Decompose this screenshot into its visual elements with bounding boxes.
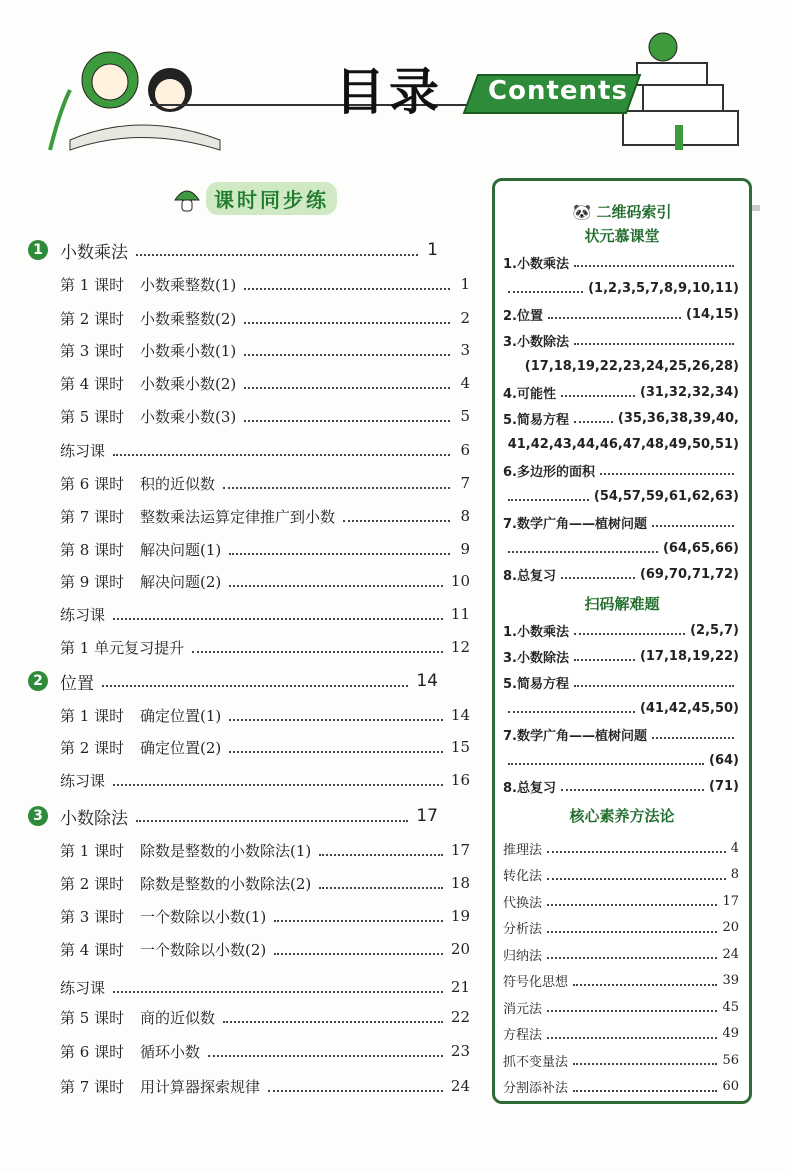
leader-dots bbox=[561, 781, 704, 791]
panel-entry[interactable] bbox=[503, 459, 739, 481]
leader-dots bbox=[229, 575, 443, 587]
panel-entry[interactable] bbox=[503, 563, 739, 585]
entry-label: 一个数除以小数(1) bbox=[140, 907, 267, 926]
leader-dots bbox=[136, 810, 408, 822]
panel-entry-label: 5.简易方程 bbox=[503, 676, 569, 692]
entry-label: 一个数除以小数(2) bbox=[140, 940, 267, 959]
panel-entry-label: 分析法 bbox=[503, 922, 543, 937]
toc-entry[interactable] bbox=[60, 471, 470, 495]
page-number: 1 bbox=[460, 275, 470, 293]
chapter-number-badge: 1 bbox=[28, 240, 48, 260]
toc-entry[interactable] bbox=[60, 438, 470, 462]
entry-label: 位置 bbox=[60, 673, 94, 694]
leader-dots bbox=[113, 608, 443, 620]
leader-dots bbox=[244, 312, 450, 324]
panel-entry-pages: (17,18,19,22) bbox=[639, 648, 739, 664]
leader-dots bbox=[547, 949, 717, 959]
panel-entry[interactable] bbox=[503, 1049, 739, 1071]
page-number: 5 bbox=[460, 407, 470, 425]
panel-entry[interactable] bbox=[503, 943, 739, 965]
panel-entry[interactable] bbox=[503, 645, 739, 667]
entry-label: 除数是整数的小数除法(1) bbox=[140, 841, 312, 860]
leader-dots bbox=[573, 976, 717, 986]
page-number: 16 bbox=[450, 771, 470, 789]
lesson-number: 第 4 课时 bbox=[60, 940, 125, 959]
panel-entry[interactable] bbox=[503, 1076, 739, 1098]
entry-label: 第 1 单元复习提升 bbox=[60, 638, 185, 657]
page-number: 11 bbox=[450, 605, 470, 623]
panel-entry-pages: (35,36,38,39,40, bbox=[617, 410, 739, 426]
panel-entry-pages: 4 bbox=[730, 840, 739, 856]
leader-dots bbox=[244, 410, 450, 422]
panel-entry-label: 推理法 bbox=[503, 842, 543, 858]
panel-entry-pages: 45 bbox=[722, 999, 739, 1015]
toc-entry[interactable] bbox=[60, 602, 470, 626]
lesson-number: 第 7 课时 bbox=[60, 507, 125, 526]
panel-group-title: 核心素养方法论 bbox=[569, 807, 675, 825]
panel-entry-label: 7.数学广角——植树问题 bbox=[503, 728, 647, 744]
page-number: 10 bbox=[450, 572, 470, 590]
panel-entry-label: 1.小数乘法 bbox=[503, 256, 569, 272]
leader-dots bbox=[561, 387, 635, 397]
panel-entry-pages: (41,42,45,50) bbox=[639, 700, 739, 716]
page-number: 9 bbox=[460, 540, 470, 558]
contents-label: Contents bbox=[488, 76, 628, 106]
leader-dots bbox=[268, 1080, 443, 1092]
leader-dots bbox=[547, 870, 726, 880]
panel-entry[interactable] bbox=[503, 251, 739, 273]
panel-entry-label: 8.总复习 bbox=[503, 780, 556, 796]
page-number: 20 bbox=[450, 940, 470, 958]
toc-entry[interactable] bbox=[60, 871, 470, 895]
panel-entry-label: 4.可能性 bbox=[503, 386, 556, 402]
panel-group-title: 扫码解难题 bbox=[584, 595, 660, 613]
leader-dots bbox=[508, 283, 583, 293]
panel-entry-pages: (64,65,66) bbox=[662, 540, 739, 556]
leader-dots bbox=[547, 843, 726, 853]
panel-entry-label: 7.数学广角——植树问题 bbox=[503, 516, 647, 532]
panel-entry-label: 转化法 bbox=[503, 869, 543, 884]
toc-entry[interactable] bbox=[60, 975, 470, 999]
entry-label: 商的近似数 bbox=[140, 1008, 216, 1027]
toc-chapter[interactable] bbox=[28, 804, 438, 828]
toc-entry[interactable] bbox=[60, 635, 470, 659]
panel-entry-pages: (1,2,3,5,7,8,9,10,11) bbox=[588, 280, 739, 296]
page-number: 21 bbox=[450, 978, 470, 996]
toc-entry[interactable] bbox=[60, 371, 470, 395]
leader-dots bbox=[573, 1055, 717, 1065]
leader-dots bbox=[574, 335, 734, 345]
leader-dots bbox=[229, 741, 443, 753]
panel-entry[interactable] bbox=[503, 671, 739, 693]
panel-entry[interactable] bbox=[503, 407, 739, 429]
lesson-number: 第 9 课时 bbox=[60, 572, 125, 591]
leader-dots bbox=[547, 896, 717, 906]
lesson-number: 第 1 课时 bbox=[60, 275, 125, 294]
entry-label: 除数是整数的小数除法(2) bbox=[140, 874, 312, 893]
leader-dots bbox=[229, 709, 443, 721]
panel-entry[interactable] bbox=[503, 749, 739, 771]
panda-icon: 🐼 bbox=[572, 203, 597, 221]
lesson-number: 第 8 课时 bbox=[60, 540, 125, 559]
panel-entry[interactable] bbox=[503, 355, 739, 377]
page-number: 2 bbox=[460, 309, 470, 327]
qr-index-panel bbox=[492, 178, 752, 1104]
leader-dots bbox=[574, 677, 734, 687]
qr-index-title-text: 二维码索引 bbox=[596, 203, 672, 221]
leader-dots bbox=[574, 257, 734, 267]
mushroom-icon bbox=[172, 184, 202, 214]
page-number: 23 bbox=[450, 1042, 470, 1060]
panel-entry-pages: (2,5,7) bbox=[690, 622, 739, 638]
leader-dots bbox=[274, 910, 443, 922]
leader-dots bbox=[547, 1029, 717, 1039]
panel-entry-pages: (71) bbox=[709, 778, 739, 794]
leader-dots bbox=[113, 774, 443, 786]
leader-dots bbox=[319, 877, 443, 889]
toc-entry[interactable] bbox=[60, 937, 470, 961]
panel-entry[interactable] bbox=[503, 277, 739, 299]
panel-entry[interactable] bbox=[503, 303, 739, 325]
entry-label: 小数乘法 bbox=[60, 242, 128, 263]
toc-entry[interactable] bbox=[60, 768, 470, 792]
leader-dots bbox=[574, 651, 635, 661]
leader-dots bbox=[573, 1082, 717, 1092]
chapter-number-badge: 3 bbox=[28, 806, 48, 826]
leader-dots bbox=[229, 543, 450, 555]
page-number: 17 bbox=[450, 841, 470, 859]
page-number: 3 bbox=[460, 341, 470, 359]
panel-entry-label: 1.小数乘法 bbox=[503, 624, 569, 640]
panel-entry[interactable] bbox=[503, 864, 739, 886]
leader-dots bbox=[113, 981, 443, 993]
entry-label: 练习课 bbox=[60, 441, 106, 460]
chapter-number-badge: 2 bbox=[28, 671, 48, 691]
entry-label: 积的近似数 bbox=[140, 474, 216, 493]
leader-dots bbox=[547, 1002, 717, 1012]
toc-entry[interactable] bbox=[60, 904, 470, 928]
leader-dots bbox=[547, 923, 717, 933]
panel-entry-pages: 56 bbox=[722, 1052, 739, 1068]
leader-dots bbox=[574, 625, 685, 635]
entry-label: 整数乘法运算定律推广到小数 bbox=[140, 507, 336, 526]
panel-entry[interactable] bbox=[503, 381, 739, 403]
leader-dots bbox=[574, 413, 613, 423]
leader-dots bbox=[508, 755, 704, 765]
lesson-number: 第 5 课时 bbox=[60, 1008, 125, 1027]
page-number: 4 bbox=[460, 374, 470, 392]
entry-label: 小数乘小数(3) bbox=[140, 407, 237, 426]
leader-dots bbox=[600, 465, 734, 475]
lesson-number: 第 7 课时 bbox=[60, 1077, 125, 1096]
page-number: 14 bbox=[416, 671, 438, 691]
lesson-number: 第 3 课时 bbox=[60, 907, 125, 926]
panel-entry-label: 8.总复习 bbox=[503, 568, 556, 584]
leader-dots bbox=[508, 703, 635, 713]
panel-entry[interactable] bbox=[503, 485, 739, 507]
toc-entry[interactable] bbox=[60, 1039, 470, 1063]
panel-entry-pages: (14,15) bbox=[685, 306, 739, 322]
page-number: 6 bbox=[460, 441, 470, 459]
page-number: 18 bbox=[450, 874, 470, 892]
panel-entry-label: 6.多边形的面积 bbox=[503, 464, 595, 480]
section-title: 课时同步练 bbox=[206, 182, 337, 215]
children-reading-illustration bbox=[40, 20, 240, 160]
leader-dots bbox=[548, 309, 681, 319]
page-number: 8 bbox=[460, 507, 470, 525]
panel-entry-label: 符号化思想 bbox=[503, 975, 569, 990]
lesson-number: 第 6 课时 bbox=[60, 1042, 125, 1061]
lesson-number: 第 6 课时 bbox=[60, 474, 125, 493]
entry-label: 用计算器探索规律 bbox=[140, 1077, 261, 1096]
leader-dots bbox=[113, 444, 450, 456]
leader-dots bbox=[208, 1045, 443, 1057]
toc-entry[interactable] bbox=[60, 537, 470, 561]
panel-entry-pages: (69,70,71,72) bbox=[639, 566, 739, 582]
panel-entry[interactable] bbox=[503, 697, 739, 719]
toc-entry[interactable] bbox=[60, 735, 470, 759]
toc-entry[interactable] bbox=[60, 338, 470, 362]
entry-label: 小数乘小数(1) bbox=[140, 341, 237, 360]
leader-dots bbox=[319, 844, 443, 856]
toc-entry[interactable] bbox=[60, 838, 470, 862]
page-number: 15 bbox=[450, 738, 470, 756]
panel-entry-pages: (54,57,59,61,62,63) bbox=[593, 488, 739, 504]
panel-entry-label: 2.位置 bbox=[503, 308, 543, 324]
panel-entry[interactable] bbox=[503, 511, 739, 533]
page-title: 目录 bbox=[335, 63, 443, 121]
toc-entry[interactable] bbox=[60, 306, 470, 330]
leader-dots bbox=[244, 278, 450, 290]
panel-entry-pages: 60 bbox=[722, 1079, 739, 1094]
lesson-number: 第 1 课时 bbox=[60, 706, 125, 725]
panel-entry-pages: 8 bbox=[730, 867, 739, 882]
entry-label: 解决问题(1) bbox=[140, 540, 222, 559]
panel-entry-pages: 39 bbox=[722, 973, 739, 988]
entry-label: 解决问题(2) bbox=[140, 572, 222, 591]
toc-entry[interactable] bbox=[60, 569, 470, 593]
panel-entry-pages: (64) bbox=[709, 752, 739, 768]
leader-dots bbox=[343, 510, 450, 522]
page-number: 14 bbox=[450, 706, 470, 724]
qr-index-title bbox=[495, 201, 749, 222]
toc-entry[interactable] bbox=[60, 504, 470, 528]
panel-entry[interactable] bbox=[503, 970, 739, 992]
toc-entry[interactable] bbox=[60, 1074, 470, 1098]
lesson-number: 第 2 课时 bbox=[60, 874, 125, 893]
panel-entry-pages: 41,42,43,44,46,47,48,49,50,51) bbox=[507, 436, 739, 452]
toc-entry[interactable] bbox=[60, 1005, 470, 1029]
panel-entry[interactable] bbox=[503, 890, 739, 912]
leader-dots bbox=[274, 943, 443, 955]
leader-dots bbox=[508, 491, 589, 501]
leader-dots bbox=[223, 1011, 443, 1023]
page-number: 22 bbox=[450, 1008, 470, 1026]
lesson-number: 第 1 课时 bbox=[60, 841, 125, 860]
panel-entry-label: 消元法 bbox=[503, 1001, 543, 1017]
leader-dots bbox=[508, 543, 658, 553]
entry-label: 小数乘整数(2) bbox=[140, 309, 237, 328]
panel-entry[interactable] bbox=[503, 837, 739, 859]
panel-entry-pages: 24 bbox=[722, 946, 739, 962]
entry-label: 小数除法 bbox=[60, 808, 128, 829]
entry-label: 确定位置(1) bbox=[140, 706, 222, 725]
lesson-number: 第 4 课时 bbox=[60, 374, 125, 393]
leader-dots bbox=[652, 517, 734, 527]
panel-entry[interactable] bbox=[503, 537, 739, 559]
page-number: 17 bbox=[416, 806, 438, 826]
panel-entry-pages: 17 bbox=[722, 893, 739, 909]
lesson-number: 第 5 课时 bbox=[60, 407, 125, 426]
toc-chapter[interactable] bbox=[28, 238, 438, 262]
page-number: 1 bbox=[427, 240, 438, 260]
panel-entry[interactable] bbox=[503, 329, 739, 351]
leader-dots bbox=[102, 675, 408, 687]
entry-label: 练习课 bbox=[60, 978, 106, 997]
panel-entry-label: 归纳法 bbox=[503, 948, 543, 964]
panel-group-title: 状元慕课堂 bbox=[584, 227, 660, 245]
entry-label: 小数乘整数(1) bbox=[140, 275, 237, 294]
entry-label: 练习课 bbox=[60, 771, 106, 790]
panel-entry-label: 3.小数除法 bbox=[503, 650, 569, 666]
entry-label: 小数乘小数(2) bbox=[140, 374, 237, 393]
leader-dots bbox=[136, 244, 418, 256]
entry-label: 循环小数 bbox=[140, 1042, 201, 1061]
panel-entry-pages: (17,18,19,22,23,24,25,26,28) bbox=[524, 358, 739, 374]
page-number: 7 bbox=[460, 474, 470, 492]
entry-label: 确定位置(2) bbox=[140, 738, 222, 757]
lesson-number: 第 2 课时 bbox=[60, 738, 125, 757]
page-number: 19 bbox=[450, 907, 470, 925]
toc-entry[interactable] bbox=[60, 703, 470, 727]
panel-entry-pages: 49 bbox=[722, 1026, 739, 1041]
panel-entry-pages: 20 bbox=[722, 920, 739, 935]
leader-dots bbox=[192, 641, 443, 653]
leader-dots bbox=[561, 569, 635, 579]
panel-entry[interactable] bbox=[503, 775, 739, 797]
entry-label: 练习课 bbox=[60, 605, 106, 624]
panel-entry[interactable] bbox=[503, 433, 739, 455]
panel-entry[interactable] bbox=[503, 996, 739, 1018]
panel-entry[interactable] bbox=[503, 619, 739, 641]
panel-entry-label: 5.简易方程 bbox=[503, 412, 569, 428]
leader-dots bbox=[652, 729, 734, 739]
panel-entry-label: 分割添补法 bbox=[503, 1081, 569, 1096]
panel-entry-label: 3.小数除法 bbox=[503, 334, 569, 350]
leader-dots bbox=[244, 344, 450, 356]
panel-entry-label: 方程法 bbox=[503, 1028, 543, 1043]
panel-entry[interactable] bbox=[503, 723, 739, 745]
panel-entry-label: 抓不变量法 bbox=[503, 1054, 569, 1070]
toc-entry[interactable] bbox=[60, 272, 470, 296]
toc-chapter[interactable] bbox=[28, 669, 438, 693]
leader-dots bbox=[244, 377, 450, 389]
panel-entry-pages: (31,32,32,34) bbox=[639, 384, 739, 400]
section-heading bbox=[172, 182, 337, 215]
page-number: 24 bbox=[450, 1077, 470, 1095]
lesson-number: 第 3 课时 bbox=[60, 341, 125, 360]
panel-entry-label: 代换法 bbox=[503, 895, 543, 911]
panel-entry[interactable] bbox=[503, 917, 739, 939]
toc-entry[interactable] bbox=[60, 404, 470, 428]
leader-dots bbox=[223, 477, 450, 489]
panel-entry[interactable] bbox=[503, 1023, 739, 1045]
lesson-number: 第 2 课时 bbox=[60, 309, 125, 328]
page-number: 12 bbox=[450, 638, 470, 656]
